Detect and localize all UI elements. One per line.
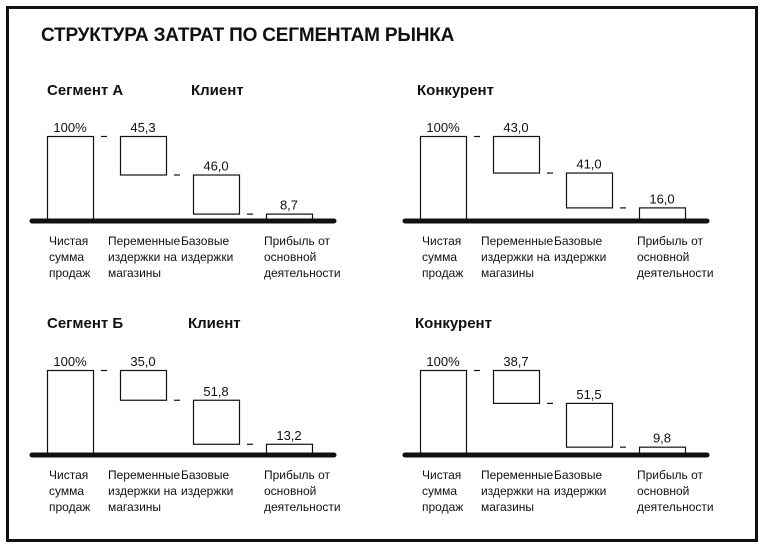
category-label: Базовые <box>554 234 603 248</box>
waterfall-bar <box>194 400 240 444</box>
category-label: сумма <box>49 250 85 264</box>
data-label: 51,5 <box>576 386 602 402</box>
category-label: основной <box>264 250 317 264</box>
category-label: деятельности <box>264 266 341 280</box>
waterfall-bar <box>48 371 94 454</box>
data-label: 46,0 <box>203 158 229 174</box>
category-label: Чистая <box>49 234 89 248</box>
category-label: сумма <box>422 250 458 264</box>
data-label: 38,7 <box>503 354 529 369</box>
segment-a-client-label: Клиент <box>191 82 244 99</box>
segment-b-client-label: Клиент <box>188 315 241 332</box>
category-label: магазины <box>481 266 535 280</box>
category-label: издержки <box>181 484 234 498</box>
category-label: магазины <box>108 500 162 514</box>
category-label: Прибыль от <box>637 468 703 482</box>
category-label: Базовые <box>554 468 603 482</box>
data-label: 100% <box>426 120 460 135</box>
category-label: Переменные <box>481 234 554 248</box>
waterfall-bar <box>567 173 613 208</box>
category-label: Переменные <box>481 468 554 482</box>
chart-title: СТРУКТУРА ЗАТРАТ ПО СЕГМЕНТАМ РЫНКА <box>41 25 455 46</box>
category-label: Чистая <box>422 468 462 482</box>
category-label: продаж <box>49 266 91 280</box>
segment-b-label: Сегмент Б <box>47 315 124 332</box>
waterfall-bar <box>121 371 167 401</box>
waterfall-bar <box>48 137 94 220</box>
data-label: 35,0 <box>130 354 156 369</box>
waterfall-bar <box>640 208 686 220</box>
waterfall-bar <box>121 137 167 176</box>
category-label: издержки <box>554 250 607 264</box>
category-label: сумма <box>422 484 458 498</box>
category-label: основной <box>637 250 690 264</box>
category-label: основной <box>637 484 690 498</box>
waterfall-bar <box>567 403 613 447</box>
category-label: продаж <box>49 500 91 514</box>
category-label: издержки на <box>481 484 550 498</box>
category-label: деятельности <box>264 500 341 514</box>
waterfall-bar <box>194 175 240 214</box>
category-label: Базовые <box>181 234 230 248</box>
category-label: Прибыль от <box>264 468 330 482</box>
segment-a-competitor-label: Конкурент <box>417 82 494 99</box>
data-label: 41,0 <box>576 156 602 172</box>
category-label: магазины <box>481 500 535 514</box>
category-label: Переменные <box>108 234 181 248</box>
category-label: Чистая <box>49 468 89 482</box>
category-label: издержки на <box>108 250 177 264</box>
category-label: Прибыль от <box>264 234 330 248</box>
category-label: продаж <box>422 500 464 514</box>
category-label: Прибыль от <box>637 234 703 248</box>
category-label: продаж <box>422 266 464 280</box>
data-label: 100% <box>53 354 87 369</box>
category-label: издержки <box>554 484 607 498</box>
category-label: Базовые <box>181 468 230 482</box>
segment-a-label: Сегмент А <box>47 82 124 99</box>
category-label: издержки <box>181 250 234 264</box>
waterfall-bar <box>421 137 467 220</box>
data-label: 8,7 <box>279 197 299 213</box>
category-label: основной <box>264 484 317 498</box>
waterfall-bar <box>494 137 540 174</box>
data-label: 100% <box>426 354 460 369</box>
data-label: 16,0 <box>649 191 675 207</box>
category-label: Переменные <box>108 468 181 482</box>
data-label: 51,8 <box>203 383 229 399</box>
category-label: издержки на <box>481 250 550 264</box>
category-label: деятельности <box>637 266 714 280</box>
data-label: 9,8 <box>652 430 672 446</box>
category-label: Чистая <box>422 234 462 248</box>
segment-b-competitor-label: Конкурент <box>415 315 492 332</box>
category-label: деятельности <box>637 500 714 514</box>
data-label: 43,0 <box>503 120 529 135</box>
waterfall-bar <box>267 444 313 453</box>
data-label: 13,2 <box>276 427 302 443</box>
category-label: магазины <box>108 266 162 280</box>
waterfall-bar <box>494 371 540 404</box>
category-label: сумма <box>49 484 85 498</box>
waterfall-bar <box>421 371 467 454</box>
category-label: издержки на <box>108 484 177 498</box>
data-label: 100% <box>53 120 87 135</box>
data-label: 45,3 <box>130 120 156 135</box>
